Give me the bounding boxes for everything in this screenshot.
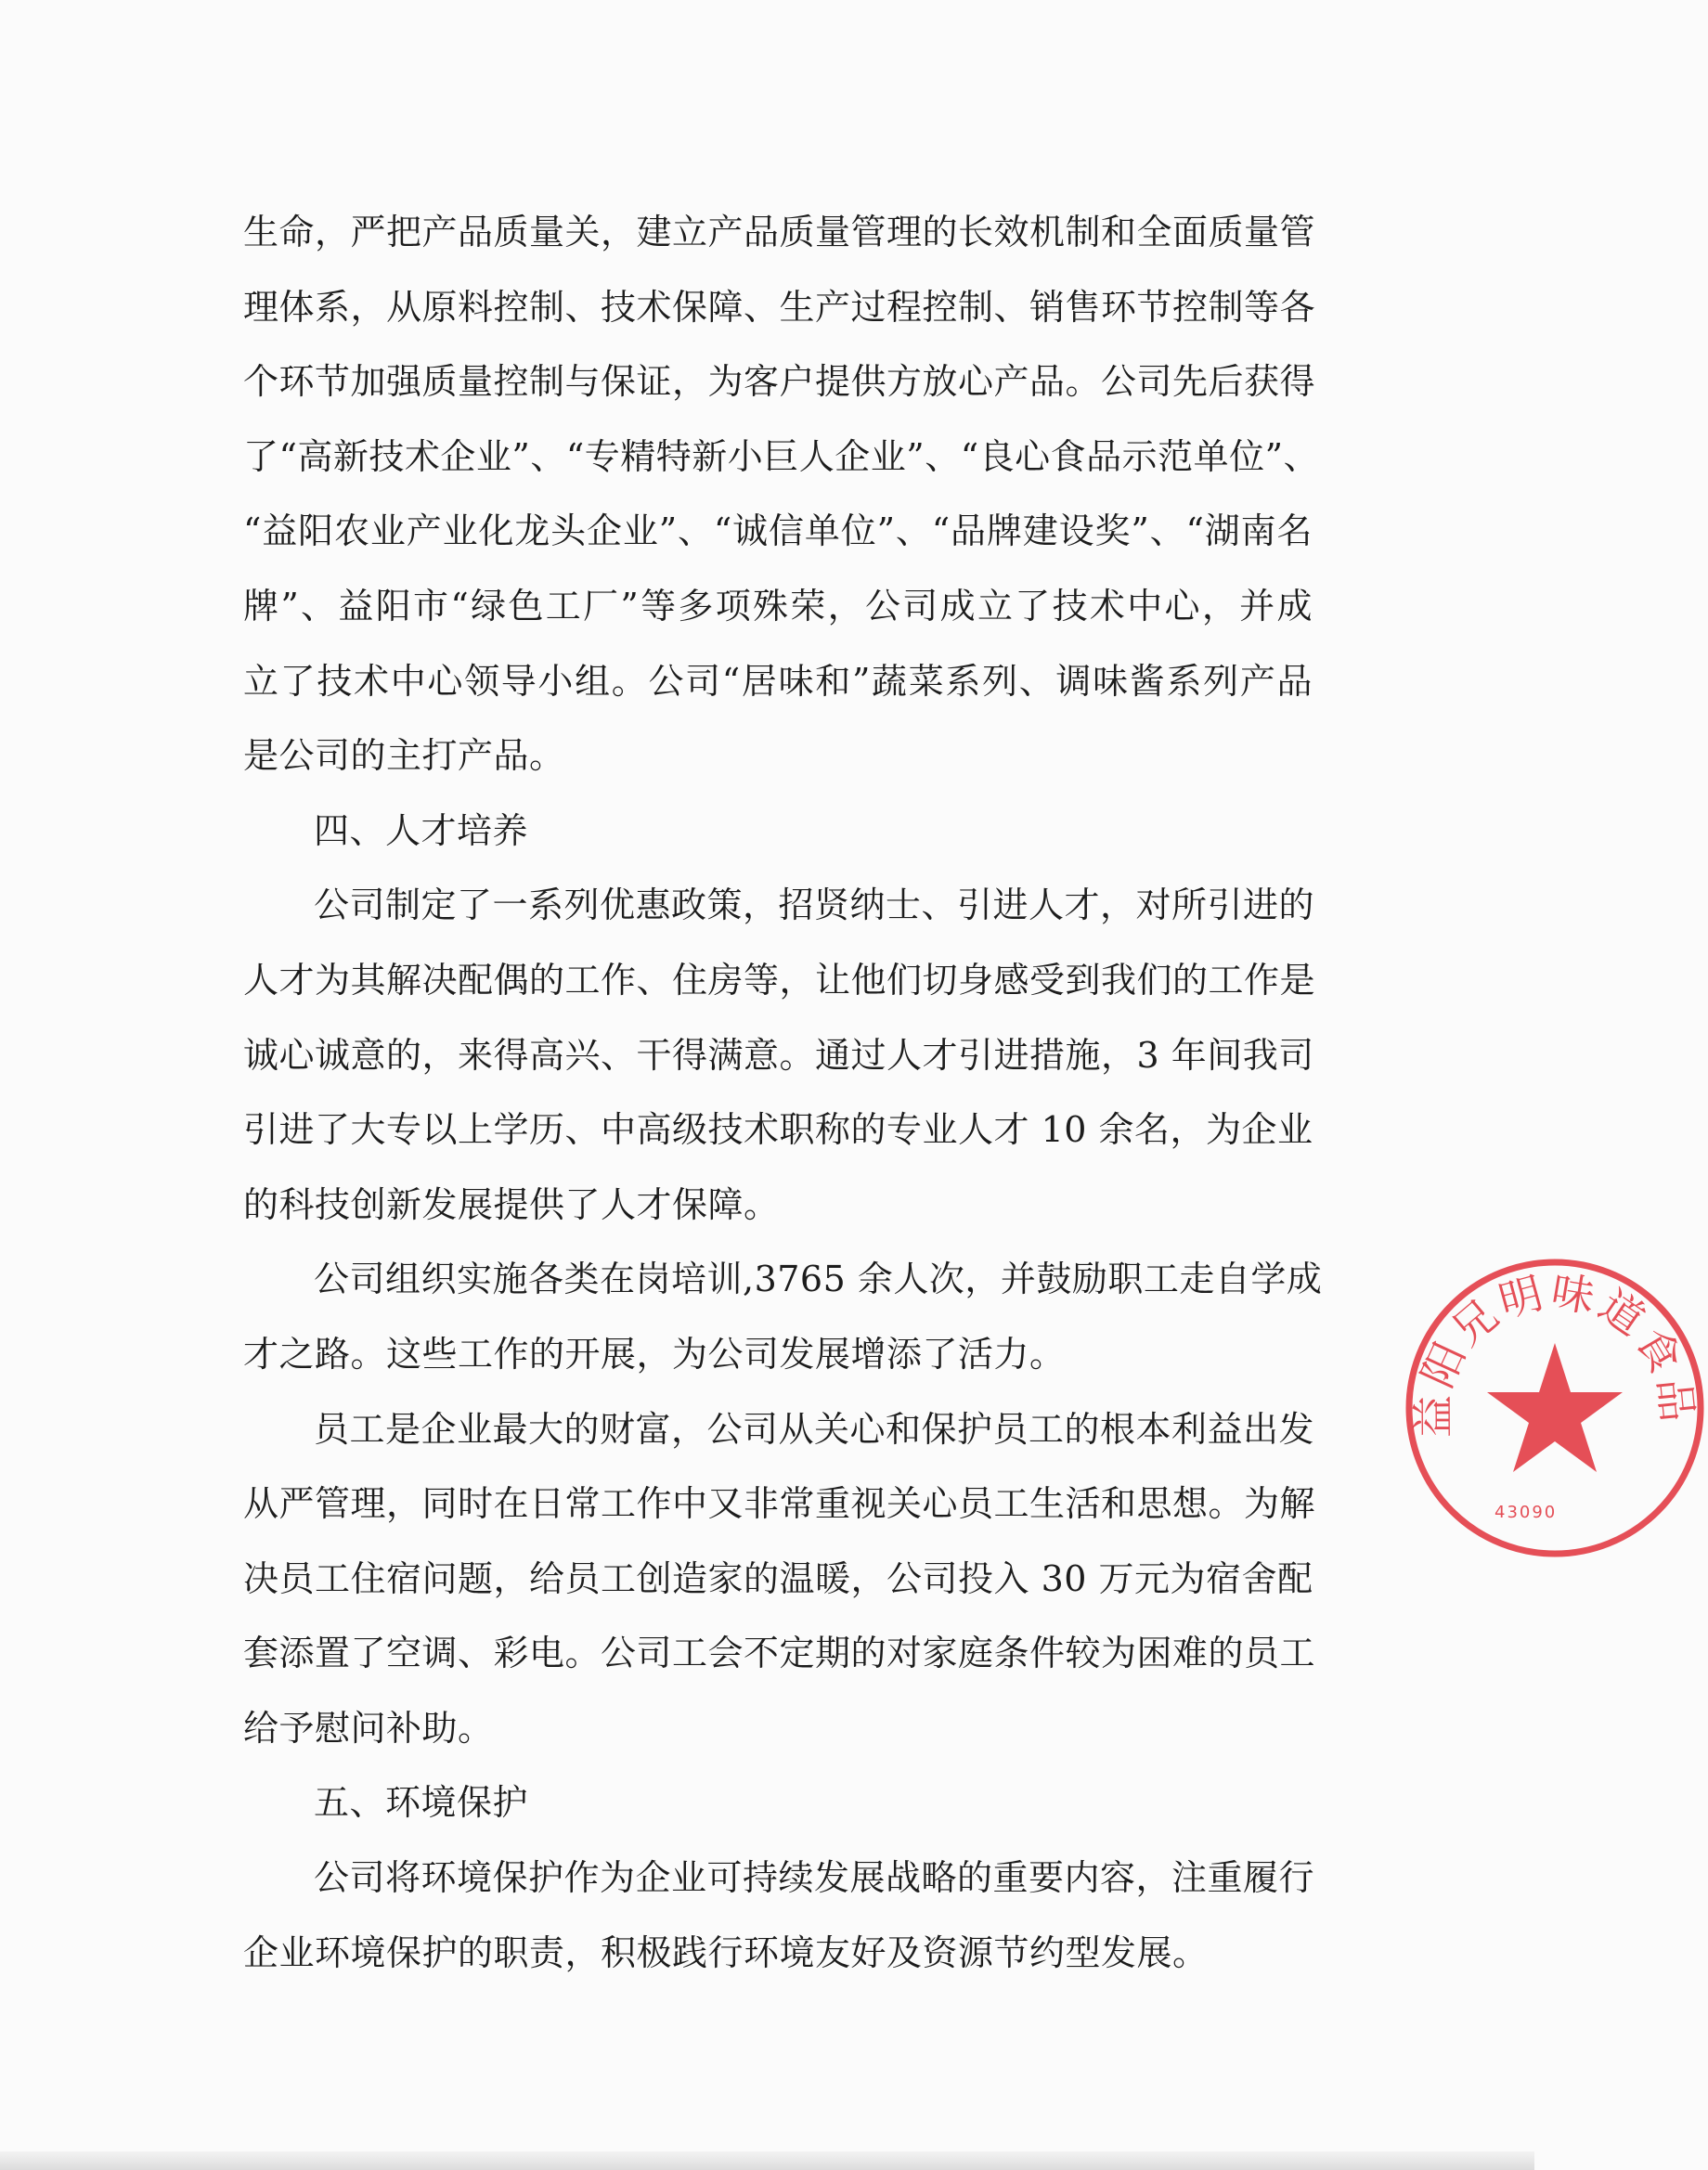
page-bottom-edge <box>0 2151 1534 2170</box>
section-heading-talent: 四、人才培养 <box>314 809 529 851</box>
text-line: 企业环境保护的职责，积极践行环境友好及资源节约型发展。 <box>243 1931 1209 1973</box>
seal-star-icon <box>1487 1343 1623 1472</box>
text-line: 从严管理，同时在日常工作中又非常重视关心员工生活和思想。为解 <box>243 1483 1316 1525</box>
paragraph-talent-training <box>243 1242 1323 1391</box>
text-line: 了“高新技术企业”、“专精特新小巨人企业”、“良心食品示范单位”、 <box>243 435 1320 477</box>
seal-arc-text: 益阳兄明味道食品 <box>1407 1265 1703 1439</box>
section-heading-environment: 五、环境保护 <box>314 1782 529 1824</box>
paragraph-quality <box>243 195 1320 794</box>
paragraph-talent-policy <box>243 868 1316 1242</box>
text-line: 公司组织实施各类在岗培训,3765 余人次，并鼓励职工走自学成 <box>314 1259 1323 1300</box>
text-line: 的科技创新发展提供了人才保障。 <box>243 1183 780 1225</box>
paragraph-environment <box>243 1841 1313 1990</box>
document-body <box>243 195 1323 1990</box>
text-line: 人才为其解决配偶的工作、住房等，让他们切身感受到我们的工作是 <box>243 959 1316 1001</box>
text-line: 引进了大专以上学历、中高级技术职称的专业人才 10 余名，为企业 <box>243 1109 1313 1151</box>
text-line: 套添置了空调、彩电。公司工会不定期的对家庭条件较为困难的员工 <box>243 1633 1316 1674</box>
text-line: 公司制定了一系列优惠政策，招贤纳士、引进人才，对所引进的 <box>314 885 1315 926</box>
seal-code: 43090 <box>1494 1503 1558 1522</box>
company-seal <box>1402 1255 1708 1561</box>
text-line: 立了技术中心领导小组。公司“居味和”蔬菜系列、调味酱系列产品 <box>243 660 1313 702</box>
text-line: 牌”、益阳市“绿色工厂”等多项殊荣，公司成立了技术中心，并成 <box>243 585 1313 626</box>
text-line: 个环节加强质量控制与保证，为客户提供方放心产品。公司先后获得 <box>243 361 1316 403</box>
paragraph-employee-care <box>243 1392 1316 1766</box>
text-line: 员工是企业最大的财富，公司从关心和保护员工的根本利益出发 <box>314 1408 1315 1450</box>
text-line: 公司将环境保护作为企业可持续发展战略的重要内容，注重履行 <box>314 1857 1315 1899</box>
text-line: 给予慰问补助。 <box>243 1707 494 1749</box>
text-line: 才之路。这些工作的开展，为公司发展增添了活力。 <box>243 1333 1066 1375</box>
text-line: 生命，严把产品质量关，建立产品质量管理的长效机制和全面质量管 <box>243 212 1316 252</box>
text-line: 是公司的主打产品。 <box>243 735 565 777</box>
text-line: “益阳农业产业化龙头企业”、“诚信单位”、“品牌建设奖”、“湖南名 <box>243 510 1313 552</box>
text-line: 决员工住宿问题，给员工创造家的温暖，公司投入 30 万元为宿舍配 <box>243 1557 1313 1599</box>
text-line: 理体系，从原料控制、技术保障、生产过程控制、销售环节控制等各 <box>243 286 1316 328</box>
text-line: 诚心诚意的，来得高兴、干得满意。通过人才引进措施，3 年间我司 <box>243 1034 1314 1076</box>
